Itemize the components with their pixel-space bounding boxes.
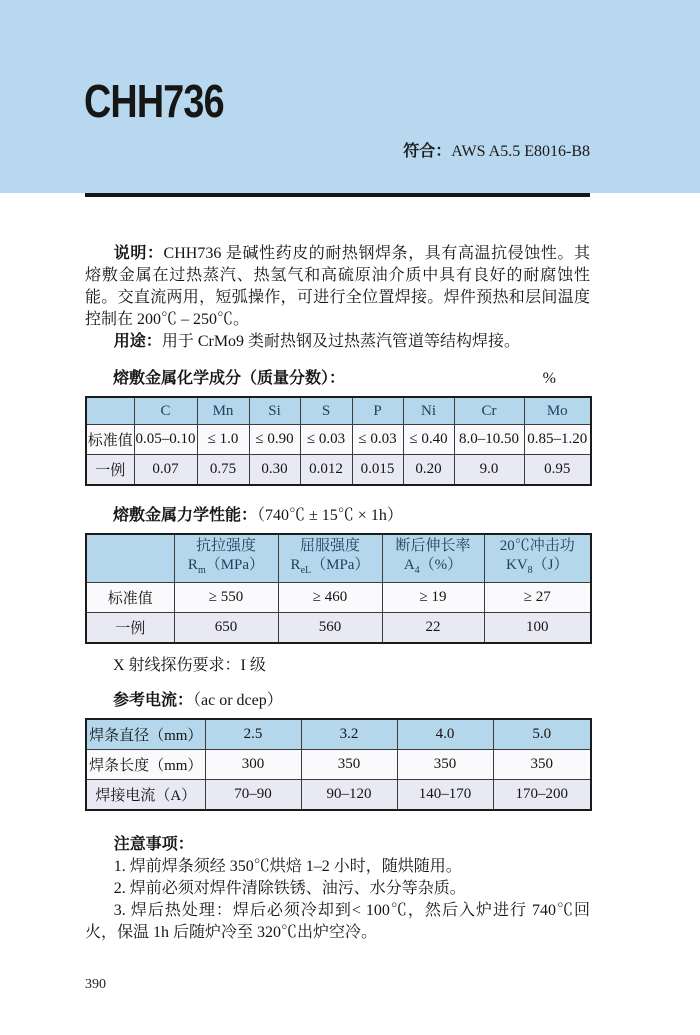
chem-corner-cell <box>86 397 134 425</box>
table-cell: ≥ 460 <box>278 583 382 613</box>
mech-unit: （MPa） <box>311 557 370 573</box>
usage-text: 用于 CrMo9 类耐热钢及过热蒸汽管道等结构焊接。 <box>161 333 521 350</box>
table-cell: 560 <box>278 613 382 644</box>
mech-symbol: R <box>290 557 301 573</box>
length-row <box>86 750 591 780</box>
chem-col-Mn: Mn <box>197 397 249 425</box>
chem-col-Cr: Cr <box>454 397 524 425</box>
table-cell: 0.07 <box>134 455 197 486</box>
notes-title-text: 注意事项： <box>113 836 194 853</box>
chem-composition-table <box>85 396 592 486</box>
chem-row-label: 标准值 <box>86 425 134 455</box>
table-cell: 350 <box>397 750 493 780</box>
chem-example-row <box>86 455 591 486</box>
table-cell: 3.2 <box>301 719 397 750</box>
table-cell: 8.0–10.50 <box>454 425 524 455</box>
mech-col-tensile <box>174 534 278 583</box>
chem-section-title <box>113 368 590 390</box>
compliance-line <box>403 138 590 161</box>
chem-title-text: 熔敷金属化学成分（质量分数）： <box>113 370 346 387</box>
table-cell: 4.0 <box>397 719 493 750</box>
current-section-title <box>113 690 590 712</box>
mech-unit: （J） <box>532 557 569 573</box>
table-cell: 350 <box>301 750 397 780</box>
note-item-1: 1. 焊前焊条须经 350℃烘焙 1–2 小时，随烘随用。 <box>113 858 462 875</box>
mech-col-line1: 断后伸长率 <box>395 538 471 554</box>
mech-col-elongation <box>382 534 484 583</box>
mech-col-impact <box>484 534 591 583</box>
chem-unit-label: % <box>542 370 556 387</box>
diameter-row <box>86 719 591 750</box>
compliance-label: 符合： <box>403 143 452 160</box>
table-cell: ≤ 1.0 <box>197 425 249 455</box>
mech-standard-row <box>86 583 591 613</box>
table-cell: ≥ 27 <box>484 583 591 613</box>
table-cell: 0.05–0.10 <box>134 425 197 455</box>
table-cell: ≤ 0.90 <box>249 425 300 455</box>
usage-label: 用途： <box>113 333 162 350</box>
table-cell: 9.0 <box>454 455 524 486</box>
current-condition: （ac or dcep） <box>193 692 283 709</box>
current-row-label: 焊条直径（mm） <box>86 719 205 750</box>
mech-section-title <box>113 505 590 527</box>
current-title-text: 参考电流： <box>113 692 194 709</box>
mech-row-label: 一例 <box>86 613 174 644</box>
table-cell: 0.95 <box>524 455 591 486</box>
mech-symbol-sub: 4 <box>414 565 420 576</box>
mech-col-line2 <box>280 556 381 580</box>
table-cell: 70–90 <box>205 780 301 811</box>
table-cell: 170–200 <box>493 780 591 811</box>
table-cell: ≤ 0.40 <box>403 425 454 455</box>
chem-row-label: 一例 <box>86 455 134 486</box>
chem-col-C: C <box>134 397 197 425</box>
usage-paragraph <box>85 331 590 353</box>
mech-header-row <box>86 534 591 583</box>
table-cell: 90–120 <box>301 780 397 811</box>
reference-current-table <box>85 718 592 811</box>
xray-requirement: X 射线探伤要求：I 级 <box>113 657 266 674</box>
chem-col-Ni: Ni <box>403 397 454 425</box>
mech-col-yield <box>278 534 382 583</box>
mech-symbol-sub: 8 <box>527 565 533 576</box>
header-divider <box>85 193 590 197</box>
mech-col-line1: 屈服强度 <box>299 538 360 554</box>
current-row-label: 焊条长度（mm） <box>86 750 205 780</box>
note-item-2: 2. 焊前必须对焊件清除铁锈、油污、水分等杂质。 <box>113 880 466 897</box>
table-cell: 0.75 <box>197 455 249 486</box>
table-cell: 350 <box>493 750 591 780</box>
compliance-spec: AWS A5.5 E8016-B8 <box>451 143 590 160</box>
table-cell: 22 <box>382 613 484 644</box>
table-cell: 0.20 <box>403 455 454 486</box>
table-cell: ≤ 0.03 <box>352 425 403 455</box>
notes-title <box>85 834 590 856</box>
mech-title-text: 熔敷金属力学性能： <box>113 507 258 524</box>
description-text: CHH736 是碱性药皮的耐热钢焊条，具有高温抗侵蚀性。其熔敷金属在过热蒸汽、热氢气和高硫原油介质中具有良好的耐腐蚀性能。交直流两用，短弧操作，可进行全位置焊接。焊件预热和层间温度控制在 200℃ – 250℃。 <box>85 245 590 328</box>
page-header <box>0 0 700 193</box>
table-cell: 0.012 <box>300 455 352 486</box>
mech-symbol-sub: eL <box>300 565 312 576</box>
mech-col-line2 <box>486 556 590 580</box>
mech-col-line1: 抗拉强度 <box>195 538 256 554</box>
product-title: CHH736 <box>84 75 224 127</box>
mech-symbol: A <box>403 557 415 573</box>
mech-unit: （MPa） <box>205 557 265 573</box>
table-cell: 2.5 <box>205 719 301 750</box>
table-cell: 0.85–1.20 <box>524 425 591 455</box>
table-cell: 0.015 <box>352 455 403 486</box>
current-row-label: 焊接电流（A） <box>86 780 205 811</box>
mech-row-label: 标准值 <box>86 583 174 613</box>
description-label: 说明： <box>113 245 164 262</box>
chem-header-row <box>86 397 591 425</box>
table-cell: 100 <box>484 613 591 644</box>
table-cell: ≤ 0.03 <box>300 425 352 455</box>
table-cell: 300 <box>205 750 301 780</box>
note-item-3: 3. 焊后热处理：焊后必须冷却到< 100℃，然后入炉进行 740℃回火，保温 1h 后随炉冷至 320℃出炉空冷。 <box>85 902 590 941</box>
table-cell: 5.0 <box>493 719 591 750</box>
mech-corner-cell <box>86 534 174 583</box>
chem-col-S: S <box>300 397 352 425</box>
chem-col-Si: Si <box>249 397 300 425</box>
welding-current-row <box>86 780 591 811</box>
mech-condition: （740℃ ± 15℃ × 1h） <box>257 507 403 524</box>
chem-standard-row <box>86 425 591 455</box>
mech-col-line2 <box>384 556 483 580</box>
page-number: 390 <box>85 977 106 992</box>
mech-unit: （%） <box>419 557 463 573</box>
description-paragraph <box>85 243 590 331</box>
mech-col-line1: 20℃冲击功 <box>499 538 575 554</box>
mech-properties-table <box>85 533 592 644</box>
mech-col-line2 <box>176 556 277 580</box>
table-cell: 650 <box>174 613 278 644</box>
mech-symbol: R <box>187 557 198 573</box>
chem-col-Mo: Mo <box>524 397 591 425</box>
mech-example-row <box>86 613 591 644</box>
mech-symbol-sub: m <box>197 565 206 576</box>
table-cell: ≥ 550 <box>174 583 278 613</box>
table-cell: 0.30 <box>249 455 300 486</box>
table-cell: ≥ 19 <box>382 583 484 613</box>
page-content <box>0 243 700 944</box>
chem-col-P: P <box>352 397 403 425</box>
mech-symbol: KV <box>505 557 528 573</box>
table-cell: 140–170 <box>397 780 493 811</box>
